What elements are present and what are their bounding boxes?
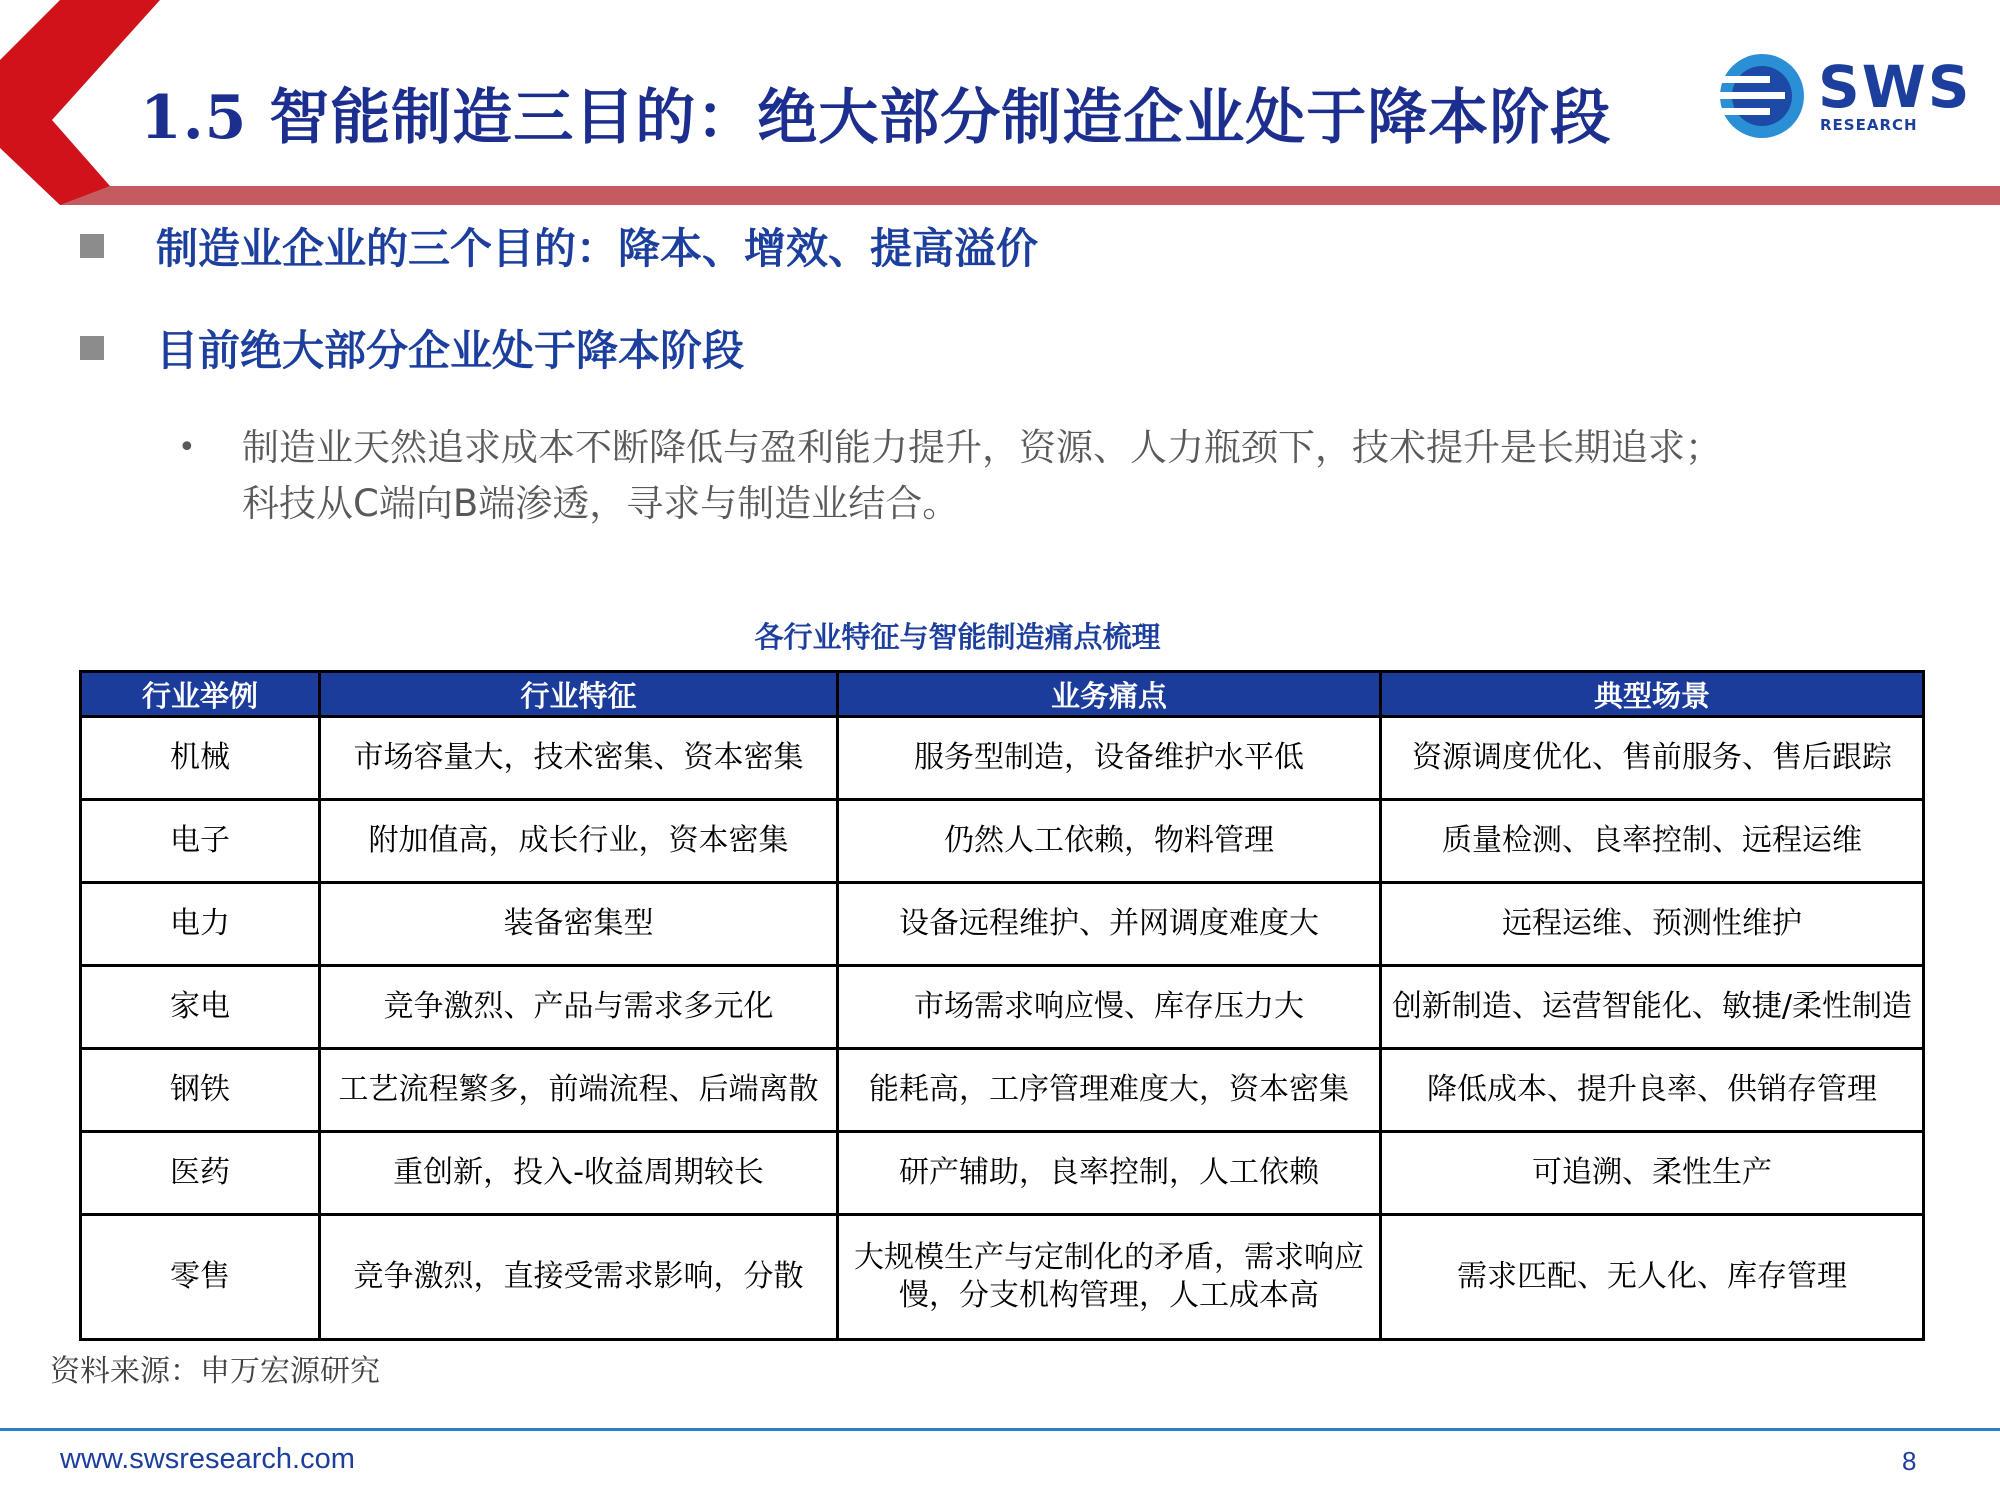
- table-cell: 机械: [81, 717, 320, 800]
- sub-bullet-line-2: 科技从C端向B端渗透，寻求与制造业结合。: [242, 482, 960, 525]
- table-cell: 零售: [81, 1215, 320, 1340]
- table-cell: 研产辅助，良率控制，人工依赖: [838, 1132, 1381, 1215]
- table-cell: 仍然人工依赖，物料管理: [838, 800, 1381, 883]
- table-cell: 钢铁: [81, 1049, 320, 1132]
- dot-bullet-icon: •: [178, 430, 196, 465]
- column-header: 典型场景: [1381, 672, 1924, 717]
- table-cell: 家电: [81, 966, 320, 1049]
- table-cell: 电力: [81, 883, 320, 966]
- table-cell: 市场容量大，技术密集、资本密集: [320, 717, 838, 800]
- table-cell: 能耗高，工序管理难度大，资本密集: [838, 1049, 1381, 1132]
- table-row: [81, 800, 1924, 883]
- column-header: 行业举例: [81, 672, 320, 717]
- sub-bullet: [178, 420, 1878, 532]
- square-bullet-icon: [80, 234, 104, 258]
- table-row: [81, 717, 1924, 800]
- footer-url: www.swsresearch.com: [60, 1443, 355, 1475]
- table-row: [81, 966, 1924, 1049]
- table-cell: 装备密集型: [320, 883, 838, 966]
- table-cell: 医药: [81, 1132, 320, 1215]
- page-number: 8: [1902, 1446, 1917, 1476]
- industry-table: [79, 670, 1925, 1341]
- logo-text: SWS: [1818, 53, 1972, 121]
- table-cell: 电子: [81, 800, 320, 883]
- bullet-text: 目前绝大部分企业处于降本阶段: [156, 326, 745, 375]
- header-gray-shade: [60, 186, 2000, 205]
- table-caption: 各行业特征与智能制造痛点梳理: [754, 620, 1161, 654]
- table-cell: 市场需求响应慢、库存压力大: [838, 966, 1381, 1049]
- page-title: 1.5 智能制造三目的：绝大部分制造企业处于降本阶段: [140, 83, 1612, 153]
- bullet-text: 制造业企业的三个目的：降本、增效、提高溢价: [156, 224, 1039, 273]
- logo-subtext: RESEARCH: [1820, 116, 1918, 134]
- bullet-item-2: [80, 318, 744, 378]
- column-header: 业务痛点: [838, 672, 1381, 717]
- table-cell: 质量检测、良率控制、远程运维: [1381, 800, 1924, 883]
- table-row: [81, 883, 1924, 966]
- square-bullet-icon: [80, 336, 104, 360]
- table-cell: 降低成本、提升良率、供销存管理: [1381, 1049, 1924, 1132]
- table-cell: 资源调度优化、售前服务、售后跟踪: [1381, 717, 1924, 800]
- table-header-row: [81, 672, 1924, 717]
- table-cell: 附加值高，成长行业，资本密集: [320, 800, 838, 883]
- table-cell: 需求匹配、无人化、库存管理: [1381, 1215, 1924, 1340]
- table-cell: 可追溯、柔性生产: [1381, 1132, 1924, 1215]
- table-row: [81, 1215, 1924, 1340]
- table-cell: 远程运维、预测性维护: [1381, 883, 1924, 966]
- source-note: 资料来源：申万宏源研究: [50, 1354, 380, 1389]
- table-cell: 大规模生产与定制化的矛盾，需求响应慢，分支机构管理，人工成本高: [838, 1215, 1381, 1340]
- table-cell: 竞争激烈，直接受需求影响，分散: [320, 1215, 838, 1340]
- table-row: [81, 1132, 1924, 1215]
- table-cell: 重创新，投入-收益周期较长: [320, 1132, 838, 1215]
- column-header: 行业特征: [320, 672, 838, 717]
- table-cell: 工艺流程繁多，前端流程、后端离散: [320, 1049, 838, 1132]
- bullet-item-1: [80, 216, 1038, 276]
- sub-bullet-line-1: 制造业天然追求成本不断降低与盈利能力提升，资源、人力瓶颈下，技术提升是长期追求；: [242, 426, 1722, 469]
- table-cell: 服务型制造，设备维护水平低: [838, 717, 1381, 800]
- footer-divider: [0, 1428, 2000, 1431]
- table-cell: 创新制造、运营智能化、敏捷/柔性制造: [1381, 966, 1924, 1049]
- table-cell: 设备远程维护、并网调度难度大: [838, 883, 1381, 966]
- table-row: [81, 1049, 1924, 1132]
- table-cell: 竞争激烈、产品与需求多元化: [320, 966, 838, 1049]
